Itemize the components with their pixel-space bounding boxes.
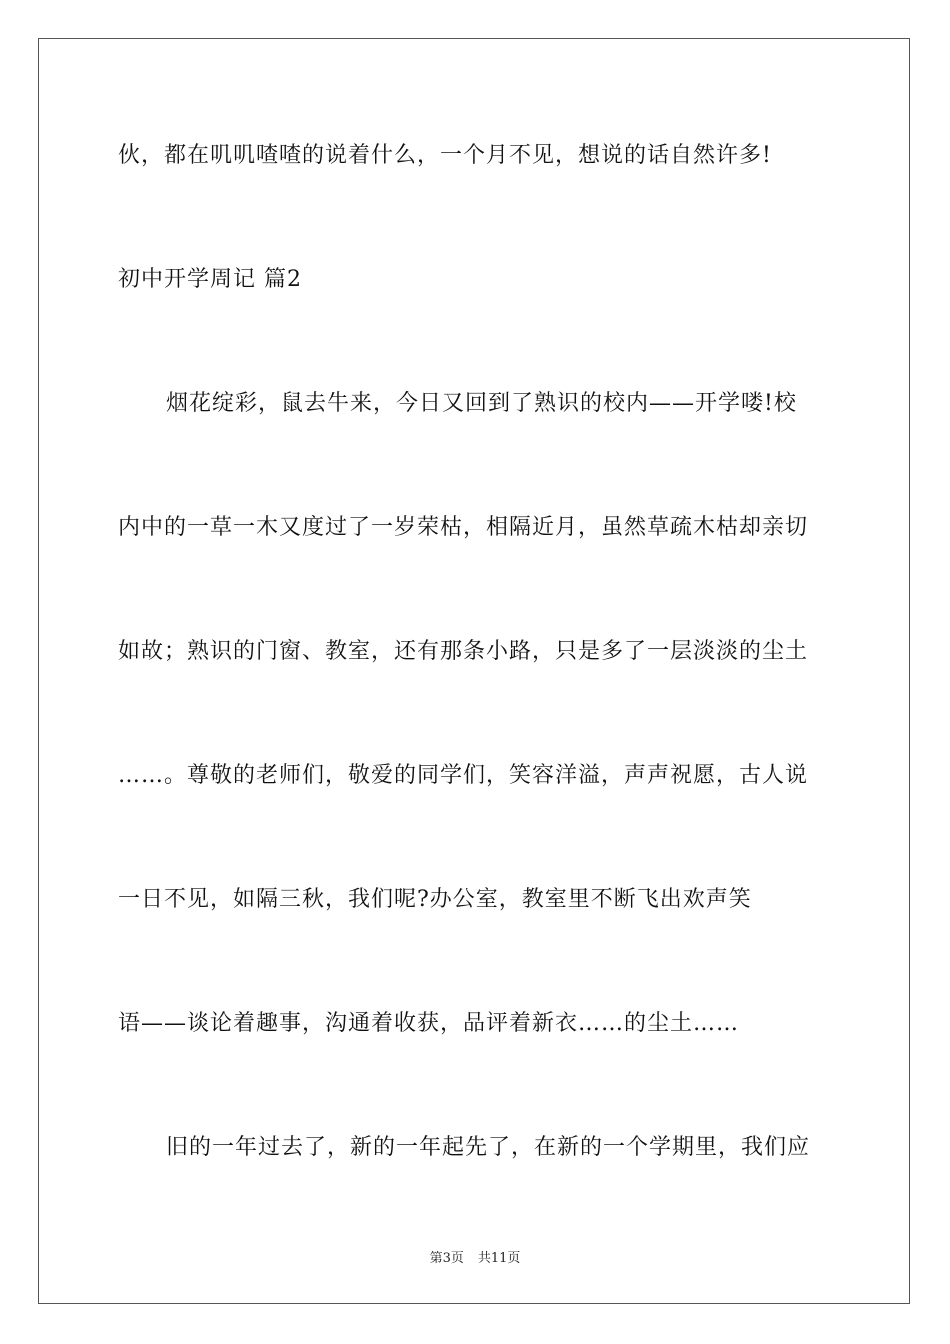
- page-border: [38, 38, 910, 1304]
- page-number: 第3页: [429, 1251, 464, 1266]
- page-footer: [0, 1247, 950, 1266]
- text-line-3: 内中的一草一木又度过了一岁荣枯，相隔近月，虽然草疏木枯却亲切: [118, 515, 809, 540]
- text-line-5: ……。尊敬的老师们，敬爱的同学们，笑容洋溢，声声祝愿，古人说: [118, 763, 809, 788]
- text-line-8: 旧的一年过去了，新的一年起先了，在新的一个学期里，我们应: [166, 1135, 811, 1160]
- text-line-4: 如故；熟识的门窗、教室，还有那条小路，只是多了一层淡淡的尘土: [118, 639, 809, 664]
- text-line-1: 伙，都在叽叽喳喳的说着什么，一个月不见，想说的话自然许多!: [118, 143, 772, 168]
- text-line-2: 烟花绽彩，鼠去牛来，今日又回到了熟识的校内——开学喽!校: [166, 391, 797, 416]
- text-line-6: 一日不见，如隔三秋，我们呢?办公室，教室里不断飞出欢声笑: [118, 887, 752, 912]
- section-heading: 初中开学周记 篇2: [118, 267, 302, 292]
- text-line-7: 语——谈论着趣事，沟通着收获，品评着新衣……的尘土……: [118, 1011, 740, 1036]
- page-total: 共11页: [477, 1251, 521, 1266]
